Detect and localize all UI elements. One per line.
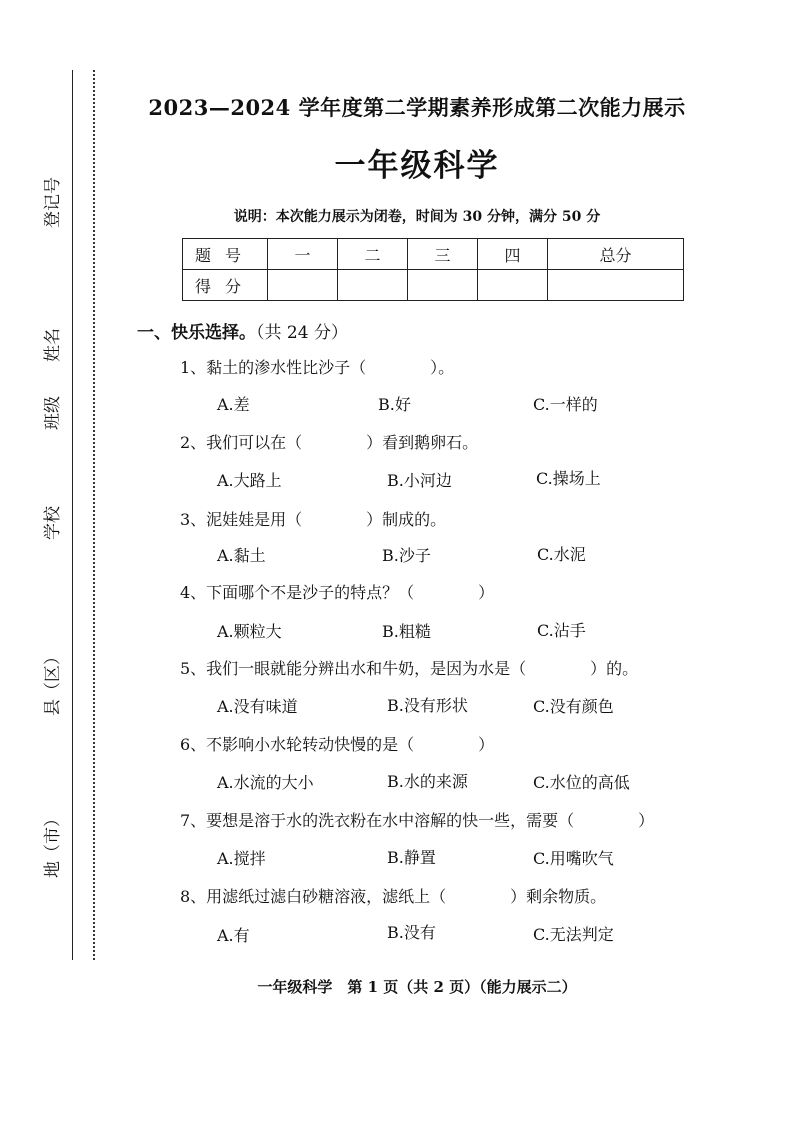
city-label: 地（市） [43,810,63,878]
question-stem: 4、下面哪个不是沙子的特点？（ ） [180,583,495,602]
option[interactable]: C.水位的高低 [533,773,630,792]
question-stem: 7、要想是溶于水的洗衣粉在水中溶解的快一些，需要（ ） [180,811,655,830]
option[interactable]: C.用嘴吹气 [533,849,614,868]
option[interactable]: B.沙子 [382,546,431,565]
section-heading [137,318,348,343]
option[interactable]: B.没有形状 [387,696,468,715]
question-stem: 2、我们可以在（ ）看到鹅卵石。 [180,433,479,452]
option[interactable]: B.好 [378,395,411,414]
score-input-cell[interactable] [268,270,338,301]
score-input-cell[interactable] [338,270,408,301]
option[interactable]: A.水流的大小 [217,773,314,792]
option[interactable]: A.颗粒大 [217,622,282,641]
score-input-cell[interactable] [478,270,548,301]
option[interactable]: A.黏土 [217,546,266,565]
exam-title: 2023—2024 学年度第二学期素养形成第二次能力展示 [148,95,686,120]
score-cell: 四 [478,239,548,270]
score-cell: 题号 [183,239,268,270]
score-cell: 得分 [183,270,268,301]
option[interactable]: C.没有颜色 [533,697,614,716]
option[interactable]: A.没有味道 [217,697,298,716]
name-label: 姓名 [43,328,63,362]
score-table [182,238,684,301]
option[interactable]: C.沾手 [537,621,586,640]
option[interactable]: B.没有 [387,923,436,942]
question-stem: 3、泥娃娃是用（ ）制成的。 [180,510,447,529]
score-input-cell[interactable] [408,270,478,301]
school-label: 学校 [43,506,63,540]
option[interactable]: C.无法判定 [533,925,614,944]
page-footer: 一年级科学 第 1 页（共 2 页）（能力展示二） [257,978,577,996]
county-label: 县（区） [43,648,63,716]
cut-line [93,70,95,960]
option[interactable]: A.差 [217,395,250,414]
option[interactable]: B.小河边 [387,471,452,490]
score-table-header-row [183,239,684,270]
score-cell: 一 [268,239,338,270]
section-title: 一、快乐选择。 [137,323,256,343]
score-table-score-row [183,270,684,301]
option[interactable]: B.水的来源 [387,772,468,791]
margin-line [72,70,73,960]
option[interactable]: C.一样的 [533,395,598,414]
option[interactable]: B.静置 [387,848,436,867]
option[interactable]: B.粗糙 [382,622,431,641]
score-cell: 三 [408,239,478,270]
section-points: （共 24 分） [256,323,348,343]
score-input-cell[interactable] [548,270,684,301]
reg-no-label: 登记号 [43,177,63,228]
class-label: 班级 [43,396,63,430]
question-stem: 5、我们一眼就能分辨出水和牛奶，是因为水是（ ）的。 [180,659,639,678]
question-stem: 8、用滤纸过滤白砂糖溶液，滤纸上（ ）剩余物质。 [180,887,607,906]
option[interactable]: C.操场上 [536,469,601,488]
score-cell: 二 [338,239,408,270]
question-stem: 1、黏土的渗水性比沙子（ ）。 [180,358,455,377]
score-cell: 总分 [548,239,684,270]
option[interactable]: A.有 [217,926,250,945]
option[interactable]: A.大路上 [217,471,282,490]
option[interactable]: C.水泥 [537,545,586,564]
option[interactable]: A.搅拌 [217,849,266,868]
subject-title: 一年级科学 [334,148,500,184]
exam-note: 说明：本次能力展示为闭卷，时间为 30 分钟，满分 50 分 [233,209,601,225]
question-stem: 6、不影响小水轮转动快慢的是（ ） [180,735,495,754]
